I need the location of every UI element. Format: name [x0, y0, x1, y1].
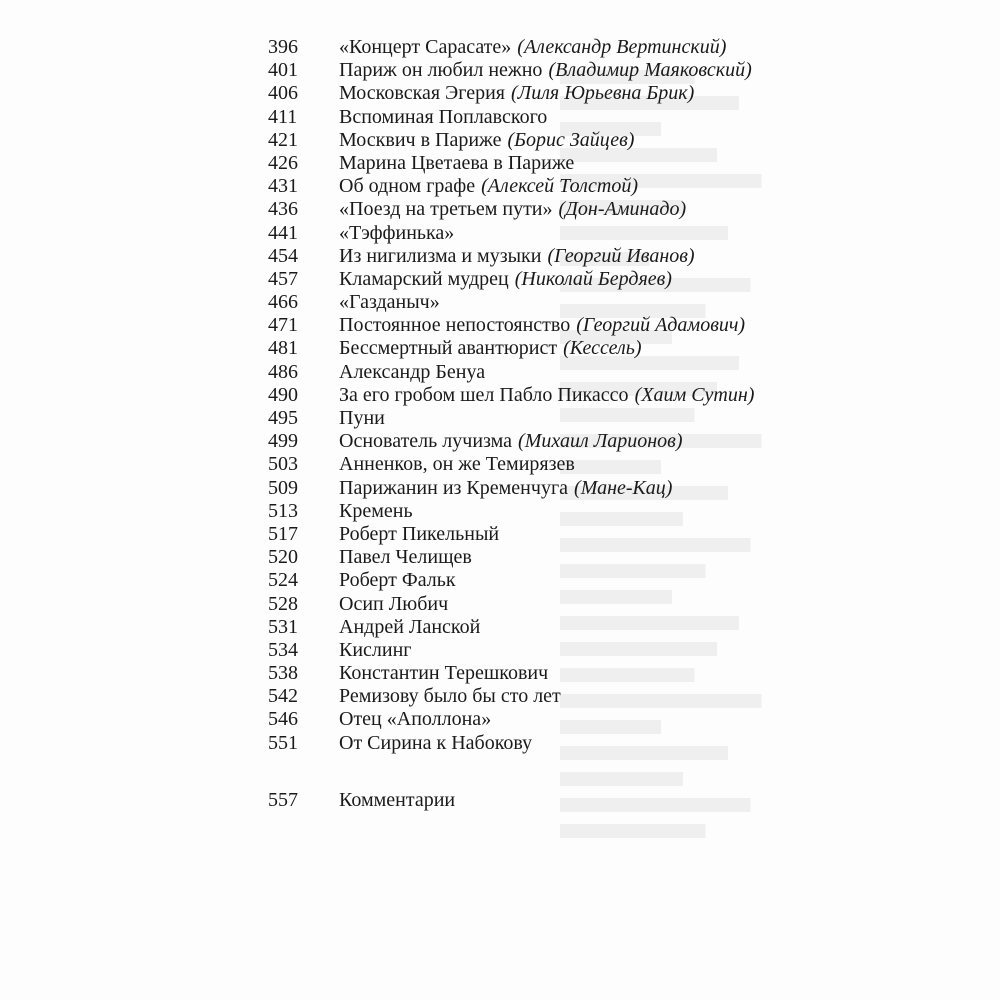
toc-author: (Георгий Иванов) [547, 244, 695, 267]
toc-entry [268, 789, 808, 812]
toc-title: Москвич в Париже [339, 128, 502, 151]
toc-page-number: 499 [268, 430, 298, 453]
toc-title: Париж он любил нежно [339, 59, 543, 82]
toc-page-number: 421 [268, 128, 298, 151]
toc-author: (Мане-Кац) [574, 476, 673, 499]
toc-page-number: 436 [268, 198, 298, 221]
toc-author: (Георгий Адамович) [576, 314, 746, 337]
toc-page-number: 431 [268, 175, 298, 198]
toc-entry [268, 36, 808, 59]
toc-author: (Дон-Аминадо) [558, 198, 687, 221]
toc-author: (Кессель) [563, 337, 642, 360]
toc-title: Павел Челищев [339, 546, 472, 569]
toc-page-number: 401 [268, 59, 298, 82]
toc-title: Из нигилизма и музыки [339, 244, 542, 267]
toc-title: Кремень [339, 499, 413, 522]
toc-author: (Борис Зайцев) [507, 128, 635, 151]
toc-entry [268, 245, 808, 268]
toc-title: Пуни [339, 407, 385, 429]
toc-title: Бессмертный авантюрист [339, 337, 558, 360]
toc-entry [268, 129, 808, 152]
toc-page-number: 411 [268, 105, 298, 128]
toc-entry [268, 222, 808, 245]
toc-page-number: 426 [268, 151, 298, 174]
toc-title: Андрей Ланской [339, 615, 481, 638]
toc-page-number: 466 [268, 291, 298, 314]
table-of-contents [268, 36, 808, 812]
toc-title: «Концерт Сарасате» [339, 36, 512, 58]
toc-entry [268, 59, 808, 82]
toc-author: (Владимир Маяковский) [548, 59, 752, 82]
toc-title: Осип Любич [339, 592, 449, 615]
toc-page-number: 471 [268, 314, 298, 337]
toc-page-number: 486 [268, 360, 298, 383]
toc-entry [268, 616, 808, 639]
toc-entry [268, 477, 808, 500]
toc-entry [268, 268, 808, 291]
toc-page-number: 524 [268, 569, 298, 592]
toc-page-number: 551 [268, 731, 298, 754]
toc-title: Парижанин из Кременчуга [339, 476, 569, 499]
toc-entry [268, 291, 808, 314]
toc-page-number: 509 [268, 476, 298, 499]
toc-title: Александр Бенуа [339, 360, 486, 383]
toc-page-number: 534 [268, 638, 298, 661]
toc-page-number: 517 [268, 522, 298, 545]
toc-entry [268, 82, 808, 105]
toc-title: Комментарии [339, 788, 456, 811]
toc-entry [268, 639, 808, 662]
toc-title: Марина Цветаева в Париже [339, 151, 575, 174]
toc-page-number: 396 [268, 36, 298, 58]
toc-page-number: 495 [268, 407, 298, 429]
toc-entry [268, 685, 808, 708]
toc-title: Роберт Пикельный [339, 522, 500, 545]
toc-entry [268, 523, 808, 546]
toc-page-number: 457 [268, 267, 298, 290]
toc-entry [268, 569, 808, 592]
toc-page-number: 546 [268, 708, 298, 731]
toc-page-number: 538 [268, 662, 298, 685]
toc-author: (Хаим Сутин) [634, 383, 755, 406]
toc-title: «Тэффинька» [339, 221, 455, 244]
toc-entry [268, 361, 808, 384]
toc-entry [268, 662, 808, 685]
toc-title: Отец «Аполлона» [339, 708, 492, 731]
toc-entry [268, 152, 808, 175]
toc-entry [268, 453, 808, 476]
toc-author: (Александр Вертинский) [517, 36, 727, 58]
toc-title: От Сирина к Набокову [339, 731, 533, 754]
toc-entry [268, 546, 808, 569]
toc-entry [268, 198, 808, 221]
toc-page-number: 406 [268, 82, 298, 105]
toc-title: «Поезд на третьем пути» [339, 198, 553, 221]
toc-title: Анненков, он же Темирязев [339, 453, 575, 476]
toc-title: Константин Терешкович [339, 662, 549, 685]
toc-title: Вспоминая Поплавского [339, 105, 548, 128]
toc-title: Основатель лучизма [339, 430, 513, 453]
toc-title: Московская Эгерия [339, 82, 505, 105]
toc-entry [268, 337, 808, 360]
toc-entry [268, 106, 808, 129]
toc-title: «Газданыч» [339, 291, 440, 314]
toc-author: (Алексей Толстой) [481, 175, 639, 198]
toc-title: Постоянное непостоянство [339, 314, 571, 337]
toc-title: Кламарский мудрец [339, 267, 509, 290]
toc-page-number: 490 [268, 383, 298, 406]
toc-entry [268, 500, 808, 523]
toc-entry [268, 314, 808, 337]
toc-author: (Михаил Ларионов) [518, 430, 683, 453]
toc-author: (Николай Бердяев) [514, 267, 672, 290]
toc-page-number: 542 [268, 685, 298, 708]
toc-title: Кислинг [339, 638, 412, 661]
toc-entry [268, 708, 808, 731]
toc-entry [268, 407, 808, 430]
toc-page-number: 557 [268, 788, 298, 811]
toc-entry [268, 593, 808, 616]
toc-title: За его гробом шел Пабло Пикассо [339, 383, 629, 406]
toc-entry [268, 430, 808, 453]
toc-page-number: 441 [268, 221, 298, 244]
toc-page-number: 520 [268, 546, 298, 569]
toc-entry [268, 175, 808, 198]
toc-page-number: 528 [268, 592, 298, 615]
toc-entry [268, 732, 808, 755]
toc-author: (Лиля Юрьевна Брик) [510, 82, 695, 105]
toc-title: Роберт Фальк [339, 569, 456, 592]
toc-page-number: 503 [268, 453, 298, 476]
toc-page-number: 513 [268, 499, 298, 522]
toc-page-number: 454 [268, 244, 298, 267]
toc-entry [268, 384, 808, 407]
toc-page-number: 481 [268, 337, 298, 360]
toc-page-number: 531 [268, 615, 298, 638]
toc-title: Ремизову было бы сто лет [339, 685, 561, 708]
toc-title: Об одном графе [339, 175, 476, 198]
toc-spacer [268, 755, 808, 789]
